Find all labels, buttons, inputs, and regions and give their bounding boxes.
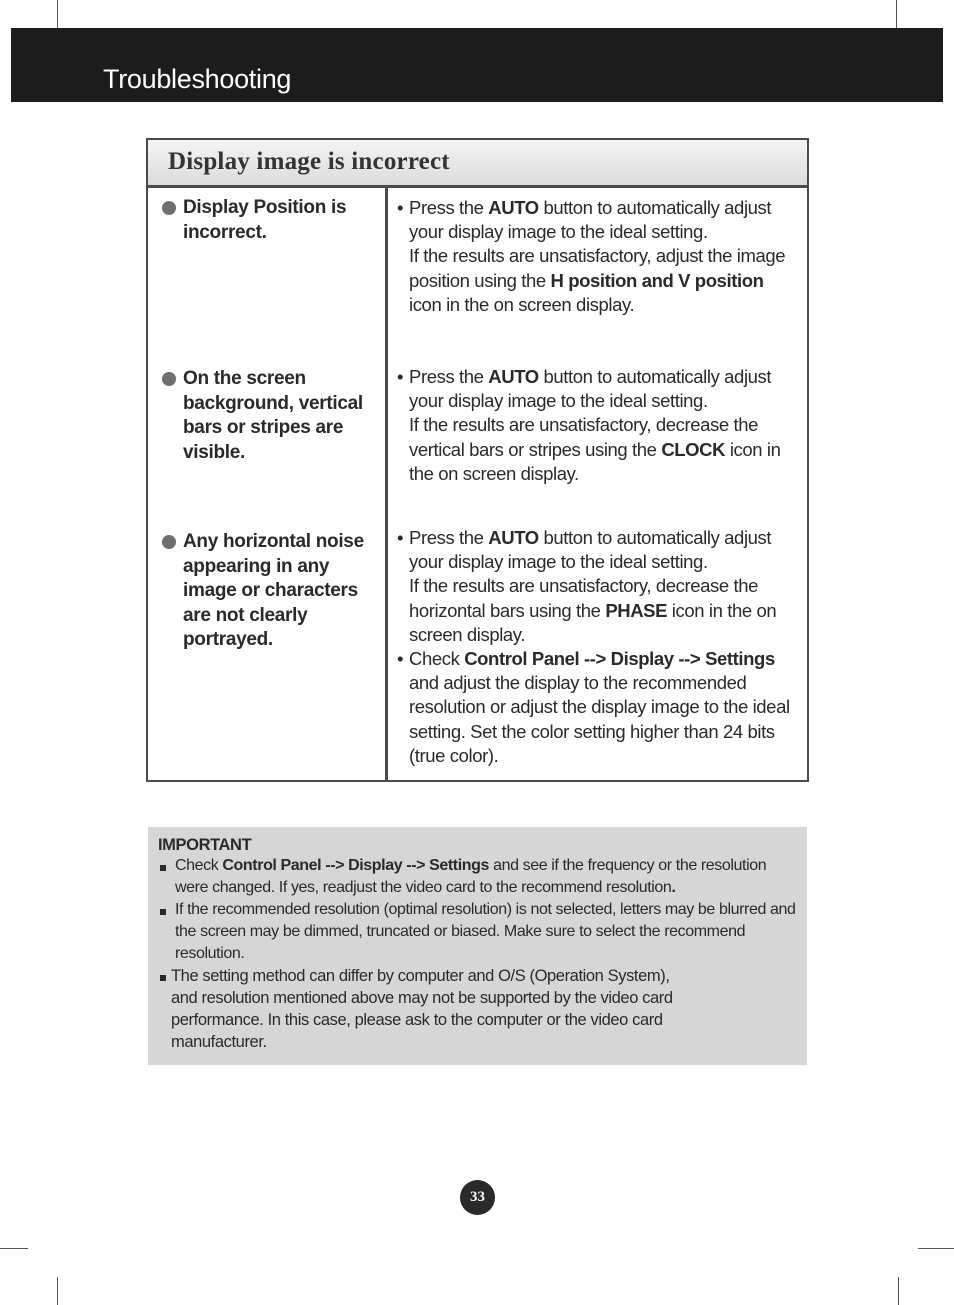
page-number: 33 [460,1180,495,1215]
solution-item [397,196,797,317]
crop-mark [57,0,58,28]
crop-mark [898,1277,899,1305]
problem-text: Display Position is incorrect. [183,197,347,243]
bullet-icon: • [397,527,404,548]
important-item [158,855,797,899]
important-text: The setting method can differ by computer and O/S (Operation System), and resolution mentioned above may not be supported by the video card performance. In this case, please ask to the computer or the video card manufacturer. [171,967,673,1051]
column-divider [385,188,388,780]
crop-mark [0,1248,28,1249]
problem-text: On the screen background, vertical bars or stripes are visible. [183,368,363,463]
solution-item [397,647,797,768]
solution-text: Check Control Panel --> Display --> Settings and adjust the display to the recommended resolution or adjust the display image to the ideal setting. Set the color setting higher than 24 bits (true color). [409,648,790,766]
solution-item [397,526,797,647]
problem-horizontal-noise [162,530,372,653]
crop-mark [918,1248,954,1249]
problem-vertical-bars [162,367,372,465]
important-title: IMPORTANT [158,836,252,854]
solution-text: Press the AUTO button to automatically adjust your display image to the ideal setting. If the results are unsatisfactory, decrease the horizontal bars using the PHASE icon in the on screen display. [409,527,777,645]
troubleshooting-table [146,138,809,782]
important-text: If the recommended resolution (optimal resolution) is not selected, letters may be blurred and the screen may be dimmed, truncated or biased. Make sure to select the recommend resolution. [175,901,796,962]
bullet-icon: • [397,648,404,670]
solution-text: Press the AUTO button to automatically adjust your display image to the ideal setting. If the results are unsatisfactory, adjust the image position using the H position and V position icon in the on screen display. [409,197,786,315]
crop-mark [896,0,897,28]
solution-horizontal-noise [397,526,797,768]
problem-display-position [162,196,372,245]
bullet-dot-icon [162,201,176,215]
problem-text: Any horizontal noise appearing in any image or characters are not clearly portrayed. [183,531,364,650]
header-bar [11,28,943,102]
square-bullet-icon [160,909,166,915]
important-item [158,899,797,965]
important-text: Check Control Panel --> Display --> Settings and see if the frequency or the resolution were changed. If yes, readjust the video card to the recommend resolution. [175,857,767,896]
square-bullet-icon [160,975,166,981]
important-notice [148,827,807,1065]
important-item [158,965,698,1053]
bullet-icon: • [397,197,404,218]
solution-item [397,365,797,486]
solution-vertical-bars [397,365,797,486]
bullet-dot-icon [162,372,176,386]
bullet-icon: • [397,366,404,387]
table-header [148,140,807,188]
table-title: Display image is incorrect [168,148,450,175]
solution-display-position [397,196,797,317]
solution-text: Press the AUTO button to automatically adjust your display image to the ideal setting. If the results are unsatisfactory, decrease the vertical bars or stripes using the CLOCK icon in the on screen display. [409,366,781,484]
crop-mark [57,1277,58,1305]
square-bullet-icon [160,865,166,871]
page-title: Troubleshooting [103,64,292,94]
bullet-dot-icon [162,535,176,549]
